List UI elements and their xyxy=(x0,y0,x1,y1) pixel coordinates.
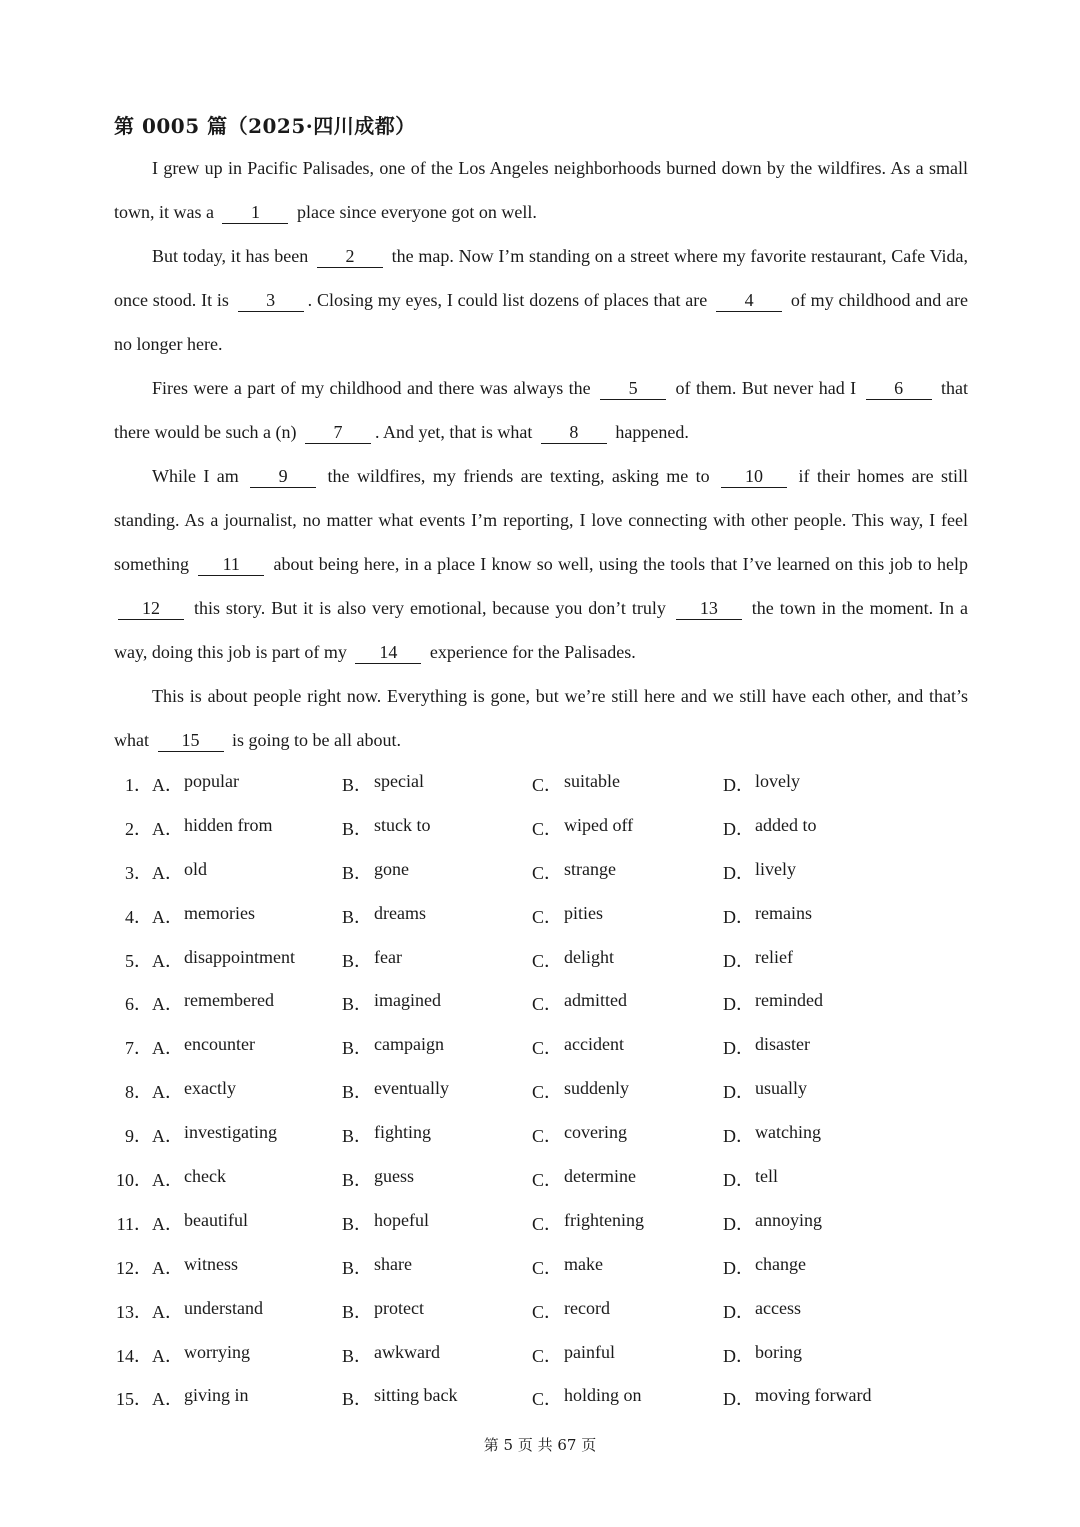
option-b xyxy=(342,1122,532,1148)
option-text: giving in xyxy=(184,1385,249,1406)
passage-text: . Closing my eyes, I could list dozens of places that are xyxy=(307,290,713,310)
option-d xyxy=(723,815,923,841)
option-c xyxy=(532,990,723,1016)
option-letter: C． xyxy=(532,1038,563,1059)
option-a xyxy=(152,1166,342,1192)
option-a xyxy=(152,1034,342,1060)
option-row xyxy=(114,850,974,894)
option-letter: D． xyxy=(723,774,754,795)
option-text: disaster xyxy=(755,1034,810,1055)
option-text: painful xyxy=(564,1341,615,1362)
option-text: investigating xyxy=(184,1122,277,1143)
answer-blank: 9 xyxy=(250,465,316,488)
option-letter: A． xyxy=(152,1213,183,1234)
passage-paragraph xyxy=(114,366,968,454)
option-a xyxy=(152,990,342,1016)
option-a xyxy=(152,815,342,841)
question-number: 12． xyxy=(116,1257,152,1278)
answer-blank: 8 xyxy=(541,421,607,444)
option-letter: B． xyxy=(342,862,373,883)
option-text: added to xyxy=(755,814,817,835)
answer-blank: 7 xyxy=(305,421,371,444)
passage-text: place since everyone got on well. xyxy=(292,202,537,222)
answer-blank: 11 xyxy=(198,553,264,576)
option-letter: C． xyxy=(532,774,563,795)
answer-blank: 1 xyxy=(222,201,288,224)
option-b xyxy=(342,947,532,973)
option-text: guess xyxy=(374,1165,414,1186)
question-number: 8． xyxy=(125,1082,152,1103)
option-letter: C． xyxy=(532,862,563,883)
passage-text: of my childhood and are no longer here. xyxy=(114,290,968,354)
option-c xyxy=(532,815,723,841)
passage-text: the town in the moment. In a way, doing this job is part of my xyxy=(114,598,968,662)
option-text: record xyxy=(564,1297,610,1318)
option-text: tell xyxy=(755,1165,778,1186)
option-text: beautiful xyxy=(184,1209,248,1230)
option-text: covering xyxy=(564,1122,627,1143)
option-letter: D． xyxy=(723,1038,754,1059)
option-text: fighting xyxy=(374,1122,431,1143)
option-row xyxy=(114,1025,974,1069)
option-letter: A． xyxy=(152,1301,183,1322)
option-letter: A． xyxy=(152,1345,183,1366)
option-letter: B． xyxy=(342,818,373,839)
option-c xyxy=(532,1210,723,1236)
option-row xyxy=(114,1245,974,1289)
option-letter: A． xyxy=(152,818,183,839)
option-b xyxy=(342,990,532,1016)
option-letter: B． xyxy=(342,1169,373,1190)
option-d xyxy=(723,990,923,1016)
option-letter: B． xyxy=(342,1389,373,1410)
passage-text: . And yet, that is what xyxy=(374,422,537,442)
option-row xyxy=(114,1157,974,1201)
option-a xyxy=(152,1254,342,1280)
option-row xyxy=(114,981,974,1025)
question-number: 9． xyxy=(125,1126,152,1147)
option-text: reminded xyxy=(755,990,823,1011)
option-letter: B． xyxy=(342,1213,373,1234)
option-letter: A． xyxy=(152,906,183,927)
option-letter: D． xyxy=(723,1169,754,1190)
option-row xyxy=(114,938,974,982)
option-b xyxy=(342,1210,532,1236)
page-footer: 第 5 页 共 67 页 xyxy=(483,1436,597,1454)
question-number: 2． xyxy=(125,818,152,839)
option-letter: D． xyxy=(723,862,754,883)
passage-paragraph xyxy=(114,146,968,234)
options-list xyxy=(114,762,974,1420)
option-text: worrying xyxy=(184,1341,250,1362)
option-text: stuck to xyxy=(374,814,431,835)
passage-paragraph xyxy=(114,674,968,762)
option-letter: C． xyxy=(532,994,563,1015)
option-c xyxy=(532,1342,723,1368)
option-text: fear xyxy=(374,946,402,967)
option-text: determine xyxy=(564,1165,636,1186)
option-row xyxy=(114,1069,974,1113)
article-heading: 第 0005 篇（2025·四川成都） xyxy=(114,114,416,138)
option-b xyxy=(342,1166,532,1192)
passage-text: about being here, in a place I know so well, using the tools that I’ve learned on this job to help xyxy=(268,554,968,574)
option-d xyxy=(723,1122,923,1148)
option-text: memories xyxy=(184,902,255,923)
option-text: admitted xyxy=(564,990,627,1011)
option-text: strange xyxy=(564,858,616,879)
answer-blank: 12 xyxy=(118,597,184,620)
option-letter: C． xyxy=(532,1257,563,1278)
question-number: 5． xyxy=(125,950,152,971)
passage-text: that there would be such a (n) xyxy=(114,378,968,442)
passage-text: the wildfires, my friends are texting, asking me to xyxy=(320,466,718,486)
option-text: witness xyxy=(184,1253,238,1274)
option-b xyxy=(342,1298,532,1324)
option-letter: D． xyxy=(723,950,754,971)
option-letter: B． xyxy=(342,950,373,971)
question-number: 13． xyxy=(116,1301,152,1322)
option-letter: C． xyxy=(532,1126,563,1147)
option-d xyxy=(723,859,923,885)
option-text: suitable xyxy=(564,770,620,791)
option-d xyxy=(723,1034,923,1060)
option-text: exactly xyxy=(184,1078,236,1099)
question-number: 1． xyxy=(125,774,152,795)
option-letter: D． xyxy=(723,1126,754,1147)
question-number: 10． xyxy=(116,1169,152,1190)
option-text: imagined xyxy=(374,990,441,1011)
option-letter: D． xyxy=(723,818,754,839)
option-a xyxy=(152,947,342,973)
option-a xyxy=(152,771,342,797)
option-text: encounter xyxy=(184,1034,255,1055)
passage-paragraph xyxy=(114,234,968,366)
option-row xyxy=(114,1376,974,1420)
question-number: 6． xyxy=(125,994,152,1015)
option-b xyxy=(342,771,532,797)
option-text: lively xyxy=(755,858,796,879)
option-text: eventually xyxy=(374,1078,449,1099)
option-d xyxy=(723,947,923,973)
option-text: make xyxy=(564,1253,603,1274)
option-d xyxy=(723,1210,923,1236)
option-d xyxy=(723,1385,923,1411)
option-b xyxy=(342,815,532,841)
answer-blank: 13 xyxy=(676,597,742,620)
option-b xyxy=(342,859,532,885)
option-letter: A． xyxy=(152,1389,183,1410)
option-letter: C． xyxy=(532,1301,563,1322)
option-c xyxy=(532,1298,723,1324)
option-letter: A． xyxy=(152,1257,183,1278)
answer-blank: 15 xyxy=(158,729,224,752)
option-letter: C． xyxy=(532,818,563,839)
option-text: moving forward xyxy=(755,1385,872,1406)
option-text: suddenly xyxy=(564,1078,629,1099)
option-letter: A． xyxy=(152,1082,183,1103)
option-letter: B． xyxy=(342,1082,373,1103)
option-text: old xyxy=(184,858,208,879)
option-d xyxy=(723,903,923,929)
option-letter: D． xyxy=(723,1213,754,1234)
option-text: usually xyxy=(755,1078,807,1099)
option-letter: A． xyxy=(152,862,183,883)
option-row xyxy=(114,1201,974,1245)
answer-blank: 5 xyxy=(600,377,666,400)
option-letter: B． xyxy=(342,1345,373,1366)
option-letter: C． xyxy=(532,1389,563,1410)
option-letter: B． xyxy=(342,1301,373,1322)
passage-text: experience for the Palisades. xyxy=(425,642,636,662)
option-c xyxy=(532,1034,723,1060)
option-text: hidden from xyxy=(184,814,273,835)
passage-paragraph xyxy=(114,454,968,674)
option-text: relief xyxy=(755,946,793,967)
option-text: special xyxy=(374,770,424,791)
option-letter: D． xyxy=(723,1301,754,1322)
passage-text: this story. But it is also very emotional, because you don’t truly xyxy=(188,598,672,618)
option-letter: B． xyxy=(342,906,373,927)
answer-blank: 4 xyxy=(716,289,782,312)
option-a xyxy=(152,1078,342,1104)
option-letter: A． xyxy=(152,1126,183,1147)
option-b xyxy=(342,1385,532,1411)
option-letter: C． xyxy=(532,950,563,971)
option-c xyxy=(532,1122,723,1148)
question-number: 4． xyxy=(125,906,152,927)
option-text: remains xyxy=(755,902,812,923)
option-c xyxy=(532,1166,723,1192)
option-text: wiped off xyxy=(564,814,634,835)
option-letter: C． xyxy=(532,1169,563,1190)
option-text: understand xyxy=(184,1297,263,1318)
option-d xyxy=(723,1342,923,1368)
option-letter: C． xyxy=(532,1345,563,1366)
option-letter: C． xyxy=(532,906,563,927)
option-c xyxy=(532,903,723,929)
question-number: 11． xyxy=(116,1213,152,1234)
passage-text: Fires were a part of my childhood and there was always the xyxy=(152,378,597,398)
option-b xyxy=(342,1254,532,1280)
passage-text: if their homes are still standing. As a journalist, no matter what events I’m reporting, I love connecting with other people. This way, I feel something xyxy=(114,466,968,574)
passage-text: While I am xyxy=(152,466,247,486)
option-letter: D． xyxy=(723,1082,754,1103)
option-letter: B． xyxy=(342,774,373,795)
option-letter: D． xyxy=(723,1345,754,1366)
option-b xyxy=(342,1078,532,1104)
option-letter: B． xyxy=(342,1126,373,1147)
option-row xyxy=(114,806,974,850)
option-letter: A． xyxy=(152,1169,183,1190)
option-letter: D． xyxy=(723,1257,754,1278)
option-text: gone xyxy=(374,858,409,879)
option-a xyxy=(152,1342,342,1368)
option-letter: C． xyxy=(532,1213,563,1234)
question-number: 14． xyxy=(116,1345,152,1366)
option-d xyxy=(723,771,923,797)
option-text: change xyxy=(755,1253,806,1274)
option-letter: B． xyxy=(342,994,373,1015)
option-text: watching xyxy=(755,1122,821,1143)
passage-text: is going to be all about. xyxy=(227,730,401,750)
option-text: lovely xyxy=(755,770,800,791)
passage-text: the map. Now I’m standing on a street where my favorite restaurant, Cafe Vida, once stood. It is xyxy=(114,246,968,310)
option-d xyxy=(723,1166,923,1192)
option-text: dreams xyxy=(374,902,426,923)
option-text: annoying xyxy=(755,1209,822,1230)
option-d xyxy=(723,1298,923,1324)
option-a xyxy=(152,1210,342,1236)
question-number: 15． xyxy=(116,1389,152,1410)
option-a xyxy=(152,859,342,885)
option-letter: C． xyxy=(532,1082,563,1103)
option-a xyxy=(152,903,342,929)
option-text: pities xyxy=(564,902,603,923)
option-c xyxy=(532,1254,723,1280)
answer-blank: 6 xyxy=(866,377,932,400)
answer-blank: 14 xyxy=(355,641,421,664)
option-text: share xyxy=(374,1253,412,1274)
option-b xyxy=(342,1342,532,1368)
passage-text: of them. But never had I xyxy=(670,378,862,398)
option-b xyxy=(342,1034,532,1060)
question-number: 3． xyxy=(125,862,152,883)
option-a xyxy=(152,1122,342,1148)
option-d xyxy=(723,1254,923,1280)
option-letter: A． xyxy=(152,774,183,795)
option-text: delight xyxy=(564,946,614,967)
option-text: hopeful xyxy=(374,1209,429,1230)
option-letter: D． xyxy=(723,906,754,927)
option-text: check xyxy=(184,1165,226,1186)
passage-text: This is about people right now. Everything is gone, but we’re still here and we still have each other, and that’s what xyxy=(114,686,968,750)
option-text: disappointment xyxy=(184,946,295,967)
option-text: access xyxy=(755,1297,801,1318)
option-text: popular xyxy=(184,770,239,791)
option-row xyxy=(114,1289,974,1333)
option-d xyxy=(723,1078,923,1104)
option-letter: A． xyxy=(152,1038,183,1059)
option-letter: B． xyxy=(342,1257,373,1278)
option-letter: A． xyxy=(152,994,183,1015)
option-c xyxy=(532,1078,723,1104)
passage-text: happened. xyxy=(610,422,689,442)
answer-blank: 10 xyxy=(721,465,787,488)
option-letter: D． xyxy=(723,994,754,1015)
option-text: frightening xyxy=(564,1209,644,1230)
option-text: accident xyxy=(564,1034,624,1055)
option-row xyxy=(114,1333,974,1377)
option-row xyxy=(114,894,974,938)
option-c xyxy=(532,859,723,885)
option-a xyxy=(152,1385,342,1411)
option-letter: B． xyxy=(342,1038,373,1059)
option-text: sitting back xyxy=(374,1385,458,1406)
option-b xyxy=(342,903,532,929)
option-text: protect xyxy=(374,1297,424,1318)
answer-blank: 3 xyxy=(238,289,304,312)
passage-text: But today, it has been xyxy=(152,246,313,266)
option-c xyxy=(532,947,723,973)
option-letter: D． xyxy=(723,1389,754,1410)
option-c xyxy=(532,771,723,797)
option-a xyxy=(152,1298,342,1324)
option-c xyxy=(532,1385,723,1411)
question-number: 7． xyxy=(125,1038,152,1059)
passage xyxy=(114,146,968,762)
option-text: campaign xyxy=(374,1034,444,1055)
option-text: remembered xyxy=(184,990,274,1011)
passage-text: I grew up in Pacific Palisades, one of the Los Angeles neighborhoods burned down by the wildfires. As a small town, it was a xyxy=(114,158,968,222)
option-text: boring xyxy=(755,1341,802,1362)
option-row xyxy=(114,762,974,806)
option-text: holding on xyxy=(564,1385,642,1406)
answer-blank: 2 xyxy=(317,245,383,268)
option-row xyxy=(114,1113,974,1157)
option-letter: A． xyxy=(152,950,183,971)
option-text: awkward xyxy=(374,1341,440,1362)
